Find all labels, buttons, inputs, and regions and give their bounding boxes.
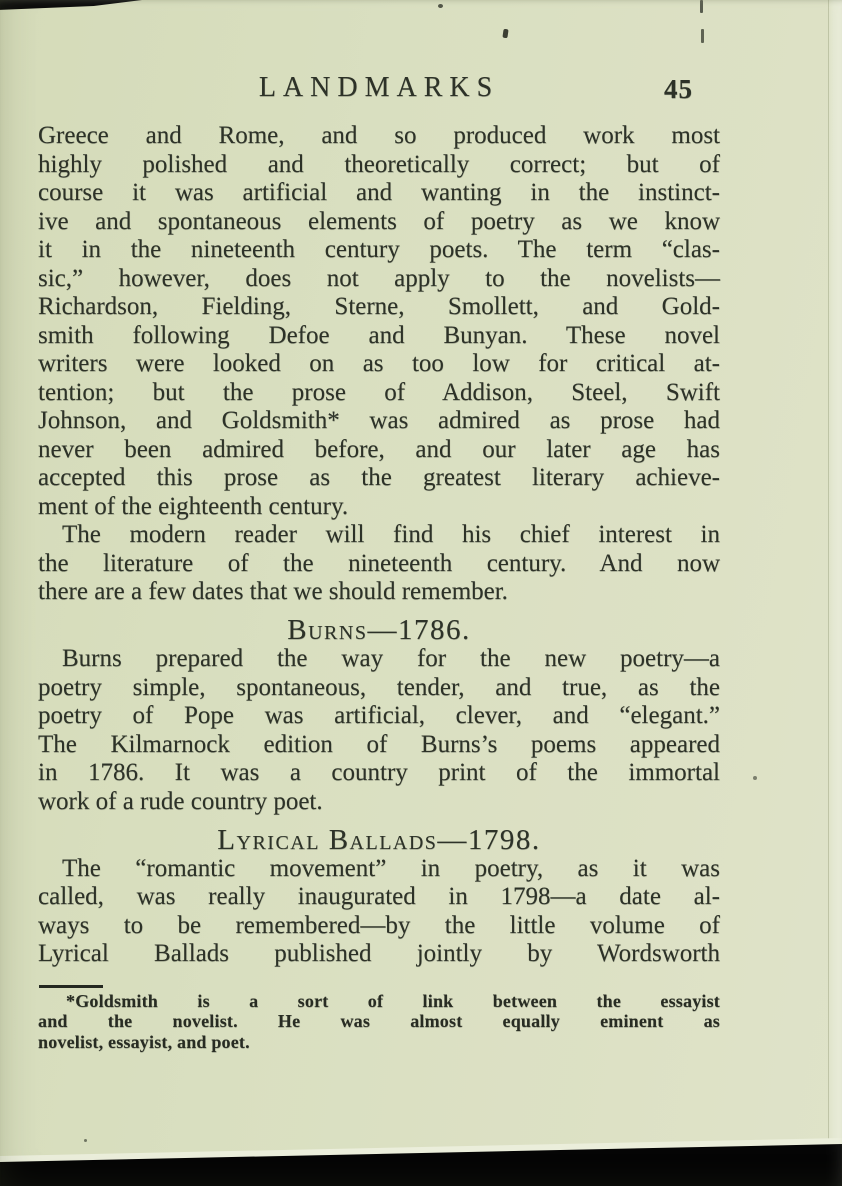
footnote-line: novelist, essayist, and poet. bbox=[38, 1032, 250, 1053]
page-right-edge bbox=[828, 0, 842, 1186]
text-line: Richardson, Fielding, Sterne, Smollett, and Gold- bbox=[38, 293, 720, 320]
text-line: course it was artificial and wanting in the instinct- bbox=[38, 179, 720, 206]
ink-speck bbox=[502, 29, 508, 39]
text-line: ive and spontaneous elements of poetry as we know bbox=[38, 207, 720, 235]
text-line: ment of the eighteenth century. bbox=[38, 492, 349, 520]
footnote-rule bbox=[39, 985, 103, 988]
text-line: Lyrical Ballads published jointly by Wordsworth bbox=[38, 940, 720, 967]
text-line: The Kilmarnock edition of Burns’s poems appeared bbox=[38, 730, 720, 758]
text-line: in 1786. It was a country print of the immortal bbox=[38, 759, 720, 786]
text-line: The modern reader will find his chief interest in bbox=[62, 521, 720, 548]
ink-speck bbox=[700, 0, 703, 13]
footnote bbox=[38, 991, 720, 1053]
ink-speck bbox=[701, 29, 704, 43]
text-line: never been admired before, and our later age has bbox=[38, 435, 720, 463]
text-line: ways to be remembered—by the little volume of bbox=[38, 911, 720, 939]
text-line: writers were looked on as too low for critical at- bbox=[38, 350, 720, 377]
section-heading: Lyrical Ballads—1798. bbox=[217, 823, 541, 856]
scan-border-top bbox=[0, 0, 142, 12]
text-line: Burns prepared the way for the new poetry—a bbox=[62, 645, 720, 672]
ink-speck bbox=[753, 776, 757, 780]
ink-speck bbox=[84, 1139, 87, 1142]
page-number: 45 bbox=[664, 74, 693, 104]
text-line: tention; but the prose of Addison, Steel, Swift bbox=[38, 378, 720, 406]
text-line: poetry of Pope was artificial, clever, and “elegant.” bbox=[38, 702, 720, 729]
text-column bbox=[38, 122, 720, 1053]
para-1 bbox=[38, 122, 720, 521]
text-line: it in the nineteenth century poets. The term “clas- bbox=[38, 236, 720, 263]
footnote-line: and the novelist. He was almost equally eminent as bbox=[38, 1011, 720, 1032]
footnote-line: *Goldsmith is a sort of link between the essayist bbox=[66, 990, 720, 1011]
ink-speck bbox=[438, 4, 443, 8]
para-4 bbox=[38, 855, 720, 969]
text-line: The “romantic movement” in poetry, as it was bbox=[62, 854, 720, 882]
text-line: work of a rude country poet. bbox=[38, 787, 323, 815]
text-line: there are a few dates that we should remember. bbox=[38, 578, 508, 605]
text-line: smith following Defoe and Bunyan. These novel bbox=[38, 321, 720, 349]
text-line: the literature of the nineteenth century. And now bbox=[38, 549, 720, 577]
chapter-title: LANDMARKS bbox=[258, 72, 500, 103]
text-line: called, was really inaugurated in 1798—a date al- bbox=[38, 883, 720, 910]
para-3 bbox=[38, 645, 720, 816]
text-line: accepted this prose as the greatest literary achieve- bbox=[38, 464, 720, 491]
text-line: Greece and Rome, and so produced work most bbox=[38, 122, 720, 149]
section-heading: Burns—1786. bbox=[287, 614, 471, 646]
para-2 bbox=[38, 521, 720, 607]
text-line: Johnson, and Goldsmith* was admired as prose had bbox=[38, 407, 720, 434]
text-line: sic,” however, does not apply to the novelists— bbox=[38, 264, 720, 292]
text-line: highly polished and theoretically correct; but of bbox=[38, 150, 720, 178]
text-line: poetry simple, spontaneous, tender, and true, as the bbox=[38, 673, 720, 701]
